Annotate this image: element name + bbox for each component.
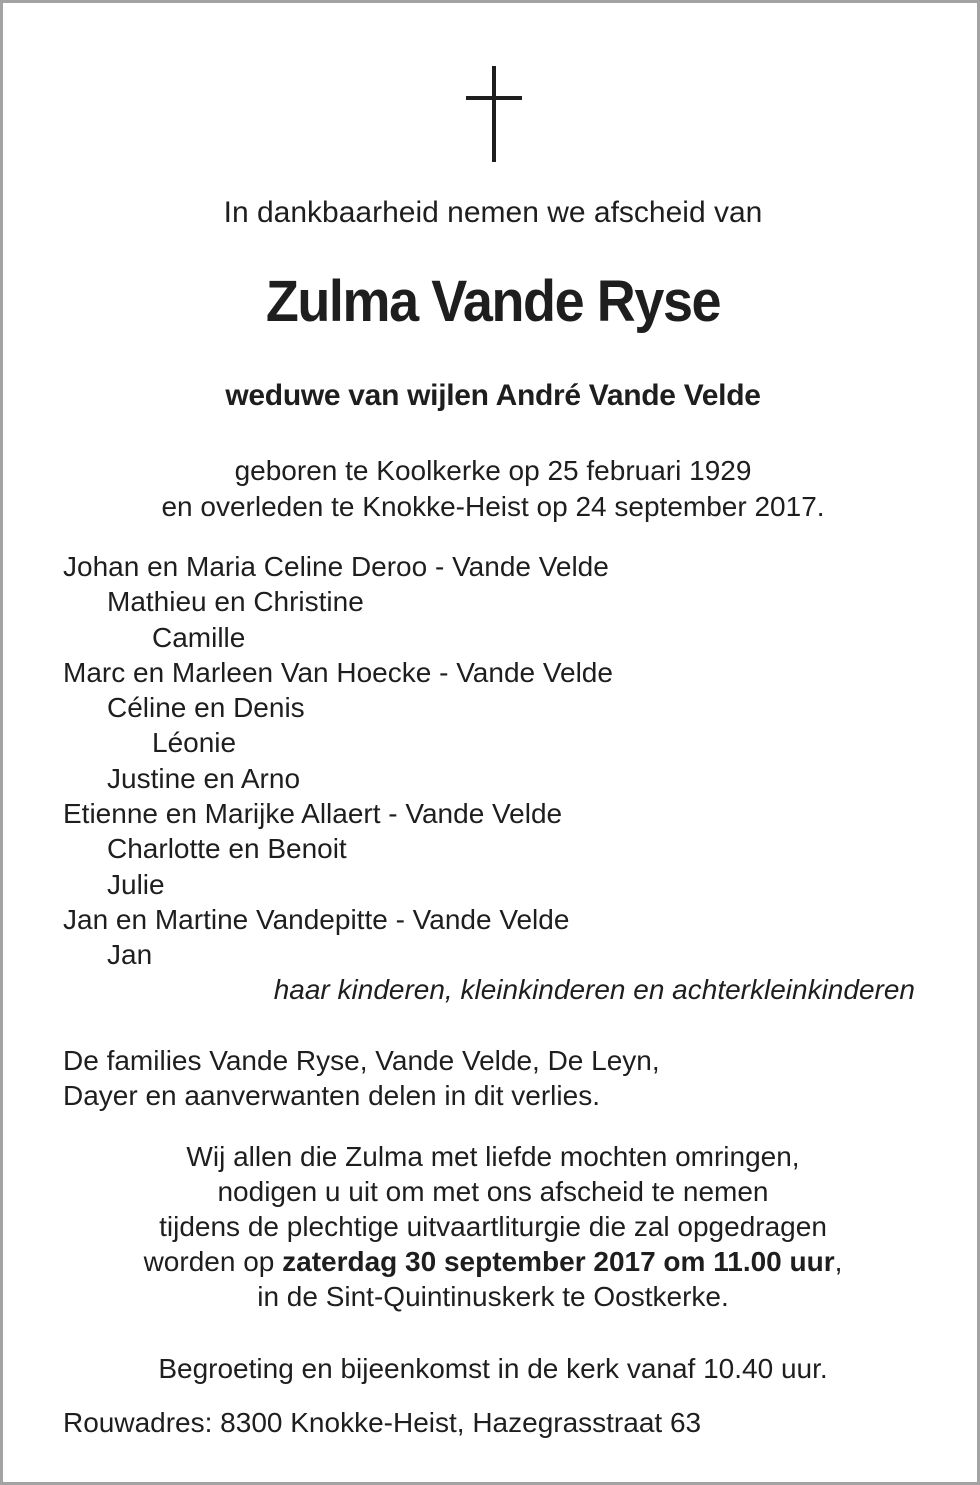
invitation-prefix: worden op [143, 1246, 283, 1277]
extended-families [63, 1043, 660, 1113]
family-member-line: Camille [152, 621, 246, 653]
family-caption: haar kinderen, kleinkinderen en achterkleinkinderen [273, 974, 915, 1005]
family-member-line: Léonie [152, 727, 237, 759]
family-member-line: Justine en Arno [107, 762, 301, 794]
invitation-line: Wij allen die Zulma met liefde mochten omringen, [186, 1141, 800, 1172]
family-member-line: Charlotte en Benoit [107, 833, 347, 865]
family-member-line: Jan en Martine Vandepitte - Vande Velde [63, 903, 570, 935]
family-member-line: Céline en Denis [107, 692, 305, 724]
life-dates [3, 453, 980, 525]
greeting-text: Begroeting en bijeenkomst in de kerk vanaf 10.40 uur. [158, 1353, 828, 1384]
death-line: en overleden te Knokke-Heist op 24 september 2017. [161, 491, 825, 522]
invitation-line: nodigen u uit om met ons afscheid te nemen [217, 1176, 769, 1207]
family-member-line: Etienne en Marijke Allaert - Vande Velde [63, 798, 563, 830]
deceased-name: Zulma Vande Ryse [265, 269, 721, 334]
widow-of-text: weduwe van wijlen André Vande Velde [225, 379, 761, 412]
invitation-line: tijdens de plechtige uitvaartliturgie die zal opgedragen [159, 1211, 827, 1242]
families-line: Dayer en aanverwanten delen in dit verlies. [63, 1080, 600, 1111]
family-member-line: Mathieu en Christine [107, 586, 364, 618]
family-member-line: Johan en Maria Celine Deroo - Vande Velde [63, 551, 609, 582]
invitation-line [3, 1244, 980, 1279]
funeral-date-time: zaterdag 30 september 2017 om 11.00 uur [282, 1246, 835, 1277]
families-line: De families Vande Ryse, Vande Velde, De Leyn, [63, 1045, 660, 1076]
invitation-suffix: , [834, 1246, 843, 1277]
family-member-line: Jan [107, 939, 153, 971]
family-list [63, 549, 613, 973]
mourning-address: Rouwadres: 8300 Knokke-Heist, Hazegrasstraat 63 [63, 1407, 702, 1438]
invitation-line: in de Sint-Quintinuskerk te Oostkerke. [257, 1281, 729, 1312]
latin-cross-icon [466, 66, 522, 162]
funeral-invitation [3, 1139, 980, 1314]
intro-text: In dankbaarheid nemen we afscheid van [223, 196, 763, 229]
family-member-line: Marc en Marleen Van Hoecke - Vande Velde [63, 656, 613, 688]
family-member-line: Julie [107, 868, 165, 900]
birth-line: geboren te Koolkerke op 25 februari 1929 [234, 455, 752, 486]
